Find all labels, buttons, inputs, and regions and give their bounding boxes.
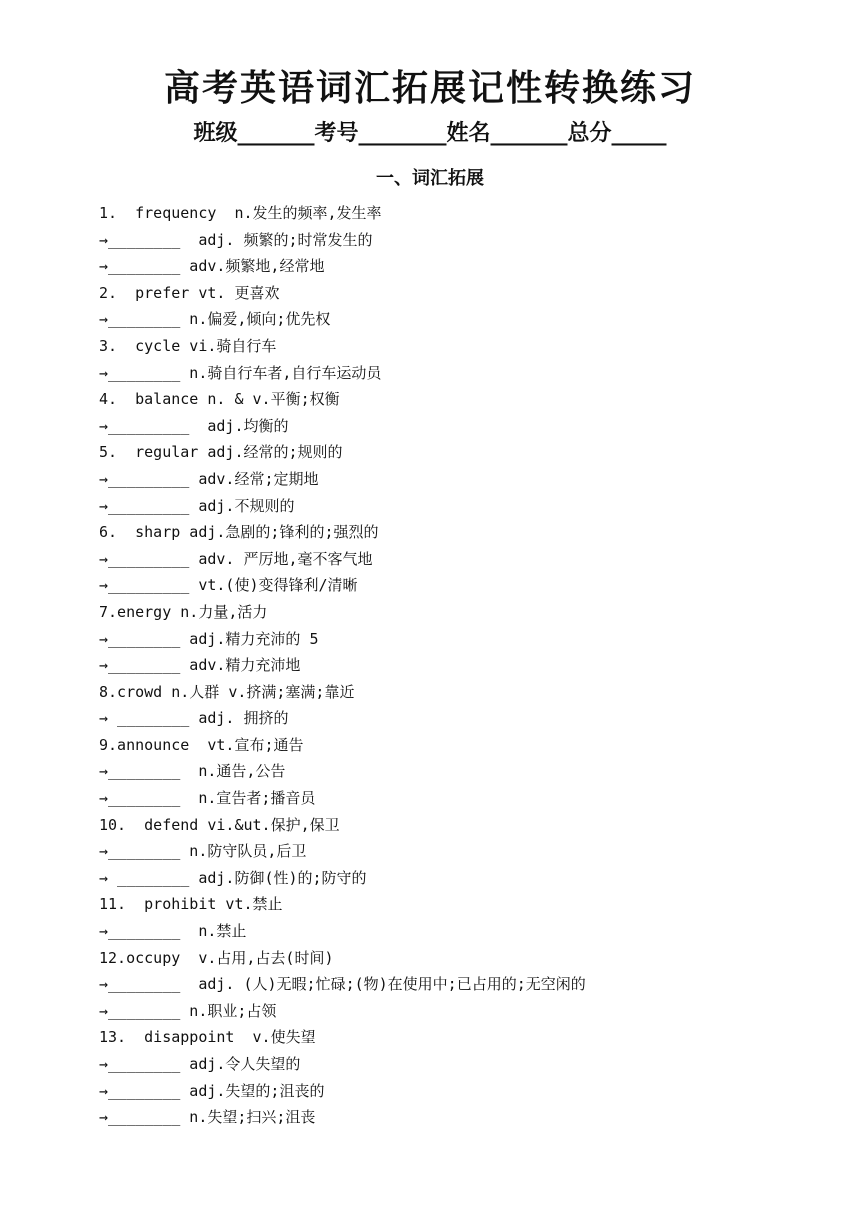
student-info-line: 班级_______考号________姓名_______总分_____ xyxy=(193,121,667,146)
page-title: 高考英语词汇拓展记性转换练习 xyxy=(163,68,696,109)
vocab-line: 1. frequency n.发生的频率,发生率 xyxy=(99,204,382,222)
vocab-line: →________ adv.频繁地,经常地 xyxy=(99,257,325,276)
vocab-line: 5. regular adj.经常的;规则的 xyxy=(99,443,343,462)
vocab-line: →________ n.宣告者;播音员 xyxy=(99,789,316,808)
vocab-line: 10. defend vi.&ut.保护,保卫 xyxy=(99,815,340,834)
vocab-line: →________ n.防守队员,后卫 xyxy=(99,842,307,861)
vocab-line: 4. balance n. & v.平衡;权衡 xyxy=(99,390,340,409)
vocab-line: →________ n.通告,公告 xyxy=(99,762,286,781)
vocab-line: 6. sharp adj.急剧的;锋利的;强烈的 xyxy=(99,523,379,542)
vocab-line: → ________ adj. 拥挤的 xyxy=(99,709,289,728)
vocab-line: 13. disappoint v.使失望 xyxy=(99,1028,316,1047)
vocab-line: →________ adv.精力充沛地 xyxy=(99,656,301,675)
vocab-line: →_________ adv.经常;定期地 xyxy=(99,469,319,488)
vocab-line: →________ n.骑自行车者,自行车运动员 xyxy=(99,363,382,382)
vocab-line: →________ adj. 频繁的;时常发生的 xyxy=(99,230,373,249)
vocab-line: 12.occupy v.占用,占去(时间) xyxy=(99,948,334,967)
vocab-line: →_________ adv. 严厉地,毫不客气地 xyxy=(99,549,373,568)
vocab-line: →________ n.偏爱,倾向;优先权 xyxy=(99,310,331,329)
vocab-line: 9.announce vt.宣布;通告 xyxy=(99,735,304,754)
vocabulary-list xyxy=(99,200,819,1131)
vocab-line: →________ n.禁止 xyxy=(99,922,247,941)
vocab-line: →________ adj.失望的;沮丧的 xyxy=(99,1081,325,1100)
vocab-line: 3. cycle vi.骑自行车 xyxy=(99,336,277,355)
section-title: 一、词汇拓展 xyxy=(376,168,484,189)
vocab-line: →_________ vt.(使)变得锋利/清晰 xyxy=(99,576,358,595)
vocab-line: 2. prefer vt. 更喜欢 xyxy=(99,283,280,302)
vocab-line: →________ n.失望;扫兴;沮丧 xyxy=(99,1108,316,1127)
vocab-line: →_________ adj.不规则的 xyxy=(99,496,295,515)
vocab-line: 7.energy n.力量,活力 xyxy=(99,602,268,621)
vocab-line: →_________ adj.均衡的 xyxy=(99,416,289,435)
vocab-line: →________ n.职业;占领 xyxy=(99,1001,277,1020)
vocab-line: →________ adj.精力充沛的 5 xyxy=(99,629,319,648)
vocab-line: 11. prohibit vt.禁止 xyxy=(99,895,283,914)
vocab-line: 8.crowd n.人群 v.挤满;塞满;靠近 xyxy=(99,682,355,701)
vocab-line: → ________ adj.防御(性)的;防守的 xyxy=(99,868,367,887)
vocab-line: →________ adj. (人)无暇;忙碌;(物)在使用中;已占用的;无空闲的 xyxy=(99,975,586,994)
vocab-line: →________ adj.令人失望的 xyxy=(99,1055,301,1073)
